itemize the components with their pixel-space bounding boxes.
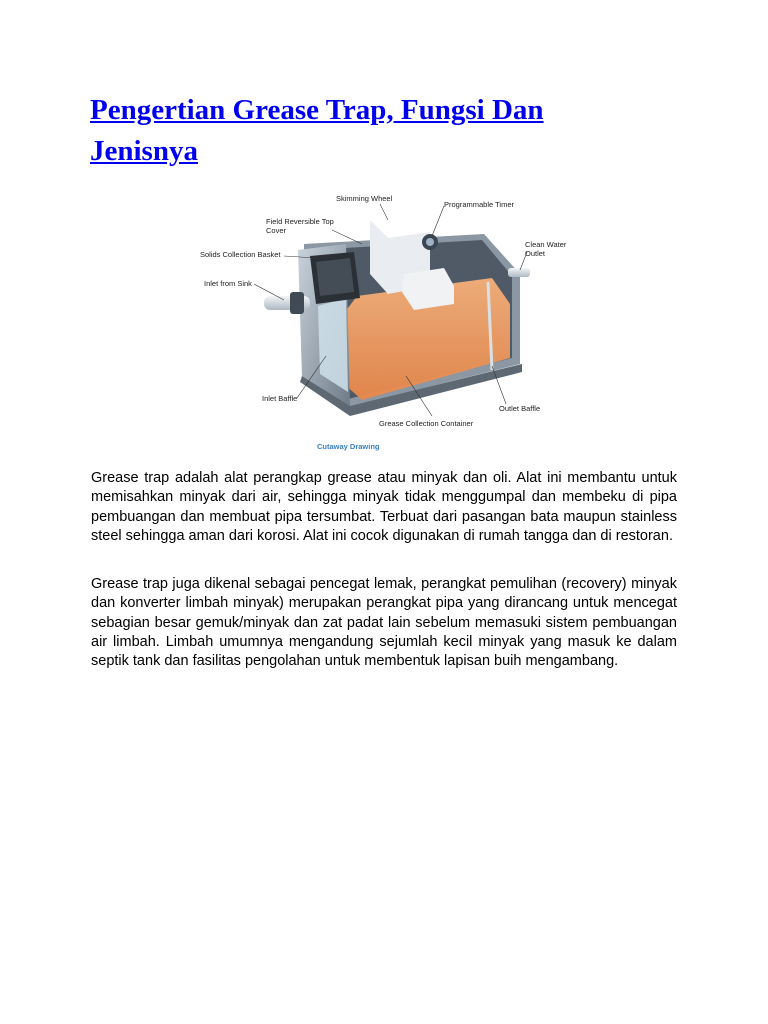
paragraph-1: Grease trap adalah alat perangkap grease atau minyak dan oli. Alat ini membantu untuk memisahkan minyak dari air, sehingga minyak tidak menggumpal dan membeku di pipa pembuangan dan membuat pipa tersumbat. Terbuat dari pasangan bata maupun stainless steel sehingga aman dari korosi. Alat ini cocok digunakan di rumah tangga dan di restoran. — [91, 470, 677, 544]
label-inlet-from-sink: Inlet from Sink — [204, 279, 252, 288]
label-skimming-wheel: Skimming Wheel — [336, 194, 393, 203]
label-solids-basket: Solids Collection Basket — [200, 250, 281, 259]
paragraph-2: Grease trap juga dikenal sebagai pencegat lemak, perangkat pemulihan (recovery) minyak dan konverter limbah minyak) merupakan perangkat pipa yang dirancang untuk mencegat sebagian besar gemuk/minyak dan zat padat lain sebelum memasuki sistem pembuangan air limbah. Limbah umumnya mengandung sejumlah kecil minyak yang masuk ke dalam septik tank dan fasilitas pengolahan untuk membentuk lapisan buih mengambang. — [91, 576, 677, 670]
label-grease-container: Grease Collection Container — [379, 419, 474, 428]
label-inlet-baffle: Inlet Baffle — [262, 394, 298, 403]
label-top-cover: Field Reversible Top Cover — [266, 217, 334, 235]
grease-trap-illustration — [192, 186, 576, 458]
label-clean-water-outlet: Clean Water Outlet — [525, 240, 567, 258]
article-title-link[interactable]: Pengertian Grease Trap, Fungsi Dan Jenisnya — [90, 94, 544, 167]
label-programmable-timer: Programmable Timer — [444, 200, 515, 209]
figure-caption: Cutaway Drawing — [317, 442, 380, 451]
label-outlet-baffle: Outlet Baffle — [499, 404, 541, 413]
grease-trap-diagram — [192, 186, 576, 458]
